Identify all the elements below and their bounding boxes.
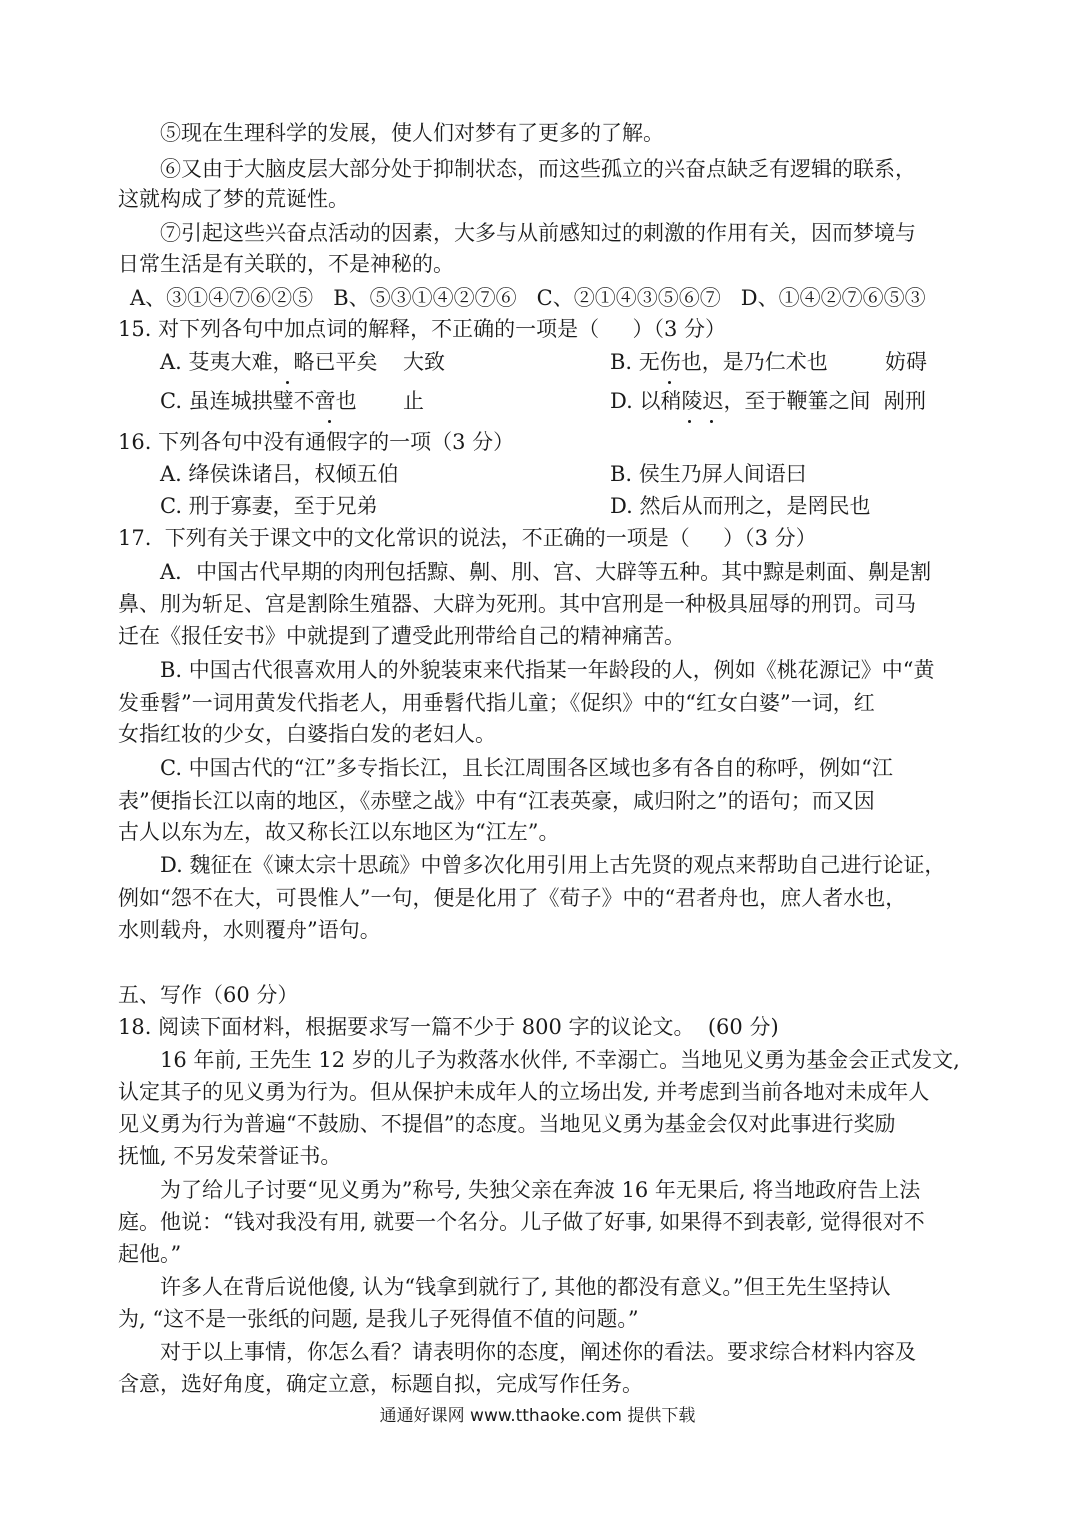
q16-option-b: B. 侯生乃屏人间语曰 (610, 462, 807, 486)
q15-option-c-gloss: 止 (403, 389, 424, 413)
q17-d-line2: 例如“怨不在大，可畏惟人”一句，便是化用了《荀子》中的“君者舟也，庶人者水也， (118, 886, 907, 910)
q14-choices: A、③①④⑦⑥②⑤ B、⑤③①④②⑦⑥ C、②①④③⑤⑥⑦ D、①④②⑦⑥⑤③ (130, 286, 926, 310)
material-p1-line3: 见义勇为行为普遍“不鼓励、不提倡”的态度。当地见义勇为基金会仅对此事进行奖励 (118, 1112, 896, 1136)
q15-option-d-gloss: 剐刑 (884, 389, 926, 413)
q17-stem: 17. 下列有关于课文中的文化常识的说法，不正确的一项是（ ）（3 分） (118, 526, 817, 550)
material-p4-line2: 含意，选好角度，确定立意，标题自拟，完成写作任务。 (118, 1372, 643, 1396)
material-p2-line2: 庭。他说：“钱对我没有用, 就要一个名分。儿子做了好事, 如果得不到表彰, 觉得很对不 (118, 1210, 925, 1234)
q17-c-line3: 古人以东为左，故又称长江以东地区为“江左”。 (118, 820, 560, 844)
emphasis-dot (286, 381, 289, 384)
q17-c-line1: C. 中国古代的“江”多专指长江，且长江周围各区域也多有各自的称呼，例如“江 (160, 756, 893, 780)
q17-b-line1: B. 中国古代很喜欢用人的外貌装束来代指某一年龄段的人，例如《桃花源记》中“黄 (160, 658, 935, 682)
section-heading-writing: 五、写作（60 分） (118, 983, 299, 1007)
material-p2-line3: 起他。” (118, 1242, 182, 1266)
material-p1-line4: 抚恤, 不另发荣誉证书。 (118, 1144, 342, 1168)
passage-line-5: ⑤现在生理科学的发展，使人们对梦有了更多的了解。 (160, 121, 664, 145)
q15-option-c: C. 虽连城拱璧不啻也 (160, 389, 357, 413)
material-p3-line1: 许多人在背后说他傻, 认为“钱拿到就行了, 其他的都没有意义。”但王先生坚持认 (160, 1275, 891, 1299)
q15-option-a: A. 芟夷大难，略已平矣 (160, 350, 378, 374)
q16-option-c: C. 刑于寡妻，至于兄弟 (160, 494, 378, 518)
emphasis-dot (328, 420, 331, 423)
q17-a-line1: A．中国古代早期的肉刑包括黥、劓、刖、宫、大辟等五种。其中黥是刺面、劓是割 (160, 560, 932, 584)
passage-line-6a: ⑥又由于大脑皮层大部分处于抑制状态，而这些孤立的兴奋点缺乏有逻辑的联系， (160, 157, 916, 181)
q17-d-line3: 水则载舟，水则覆舟”语句。 (118, 918, 381, 942)
passage-line-7b: 日常生活是有关联的，不是神秘的。 (118, 252, 454, 276)
q17-d-line1: D. 魏征在《谏太宗十思疏》中曾多次化用引用上古先贤的观点来帮助自己进行论证， (160, 853, 946, 877)
emphasis-dot (668, 381, 671, 384)
footer-source: 通通好课网 www.tthaoke.com 提供下载 (379, 1406, 696, 1426)
q16-option-d: D. 然后从而刑之，是罔民也 (610, 494, 871, 518)
q16-option-a: A. 绛侯诛诸吕，权倾五伯 (160, 462, 399, 486)
q15-option-b-gloss: 妨碍 (885, 350, 927, 374)
material-p2-line1: 为了给儿子讨要“见义勇为”称号, 失独父亲在奔波 16 年无果后, 将当地政府告上法 (160, 1178, 921, 1202)
q16-stem: 16. 下列各句中没有通假字的一项（3 分） (118, 430, 515, 454)
material-p3-line2: 为, “这不是一张纸的问题, 是我儿子死得值不值的问题。” (118, 1307, 639, 1331)
q17-b-line3: 女指红妆的少女，白婆指白发的老妇人。 (118, 722, 496, 746)
passage-line-6b: 这就构成了梦的荒诞性。 (118, 187, 349, 211)
q17-b-line2: 发垂髫”一词用黄发代指老人，用垂髫代指儿童；《促织》中的“红女白婆”一词，红 (118, 691, 875, 715)
q15-stem: 15. 对下列各句中加点词的解释，不正确的一项是（ ）（3 分） (118, 317, 726, 341)
q15-option-d: D. 以稍陵迟，至于鞭箠之间 (610, 389, 871, 413)
q15-option-a-gloss: 大致 (403, 350, 445, 374)
material-p1-line2: 认定其子的见义勇为行为。但从保护未成年人的立场出发, 并考虑到当前各地对未成年人 (118, 1080, 930, 1104)
material-p1-line1: 16 年前, 王先生 12 岁的儿子为救落水伙伴, 不幸溺亡。当地见义勇为基金会正式发文, (160, 1048, 960, 1072)
q15-option-b: B. 无伤也，是乃仁术也 (610, 350, 828, 374)
q17-a-line2: 鼻、刖为斩足、宫是割除生殖器、大辟为死刑。其中宫刑是一种极具屈辱的刑罚。司马 (118, 592, 916, 616)
emphasis-dot (710, 420, 713, 423)
q17-c-line2: 表”便指长江以南的地区，《赤壁之战》中有“江表英豪，咸归附之”的语句；而又因 (118, 789, 875, 813)
material-p4-line1: 对于以上事情，你怎么看？请表明你的态度，阐述你的看法。要求综合材料内容及 (160, 1340, 916, 1364)
q18-stem: 18. 阅读下面材料，根据要求写一篇不少于 800 字的议论文。 (60 分) (118, 1015, 779, 1039)
q17-a-line3: 迁在《报任安书》中就提到了遭受此刑带给自己的精神痛苦。 (118, 624, 685, 648)
emphasis-dot (688, 420, 691, 423)
passage-line-7a: ⑦引起这些兴奋点活动的因素，大多与从前感知过的刺激的作用有关，因而梦境与 (160, 221, 916, 245)
